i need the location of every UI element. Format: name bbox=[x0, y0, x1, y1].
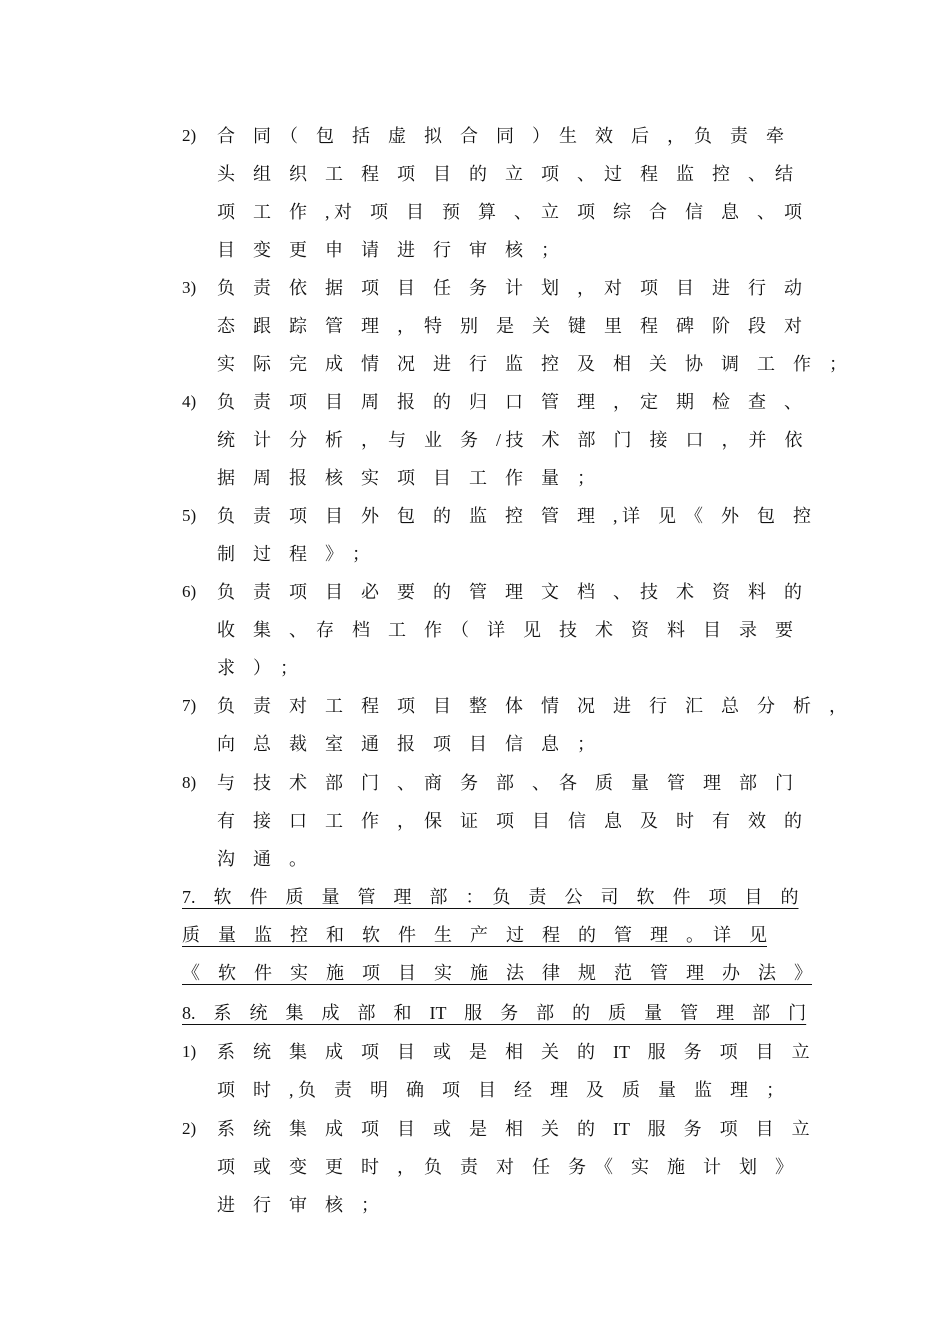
item-line: 目 变 更 申 请 进 行 审 核 ； bbox=[217, 240, 559, 260]
item-line: 求 ） ； bbox=[217, 658, 298, 678]
item-line: 有 接 口 工 作 ， 保 证 项 目 信 息 及 时 有 效 的 bbox=[217, 811, 802, 831]
item-number: 6) bbox=[182, 582, 197, 601]
item-number: 5) bbox=[182, 506, 197, 525]
item-number: 1) bbox=[182, 1042, 197, 1061]
section-line: 7. 软 件 质 量 管 理 部 ： 负 责 公 司 软 件 项 目 的 bbox=[182, 887, 799, 907]
item-line: 负 责 项 目 必 要 的 管 理 文 档 、 技 术 资 料 的 bbox=[217, 582, 802, 602]
item-line: 统 计 分 析 ， 与 业 务 / 技 术 部 门 接 口 ， 并 依 bbox=[217, 430, 803, 450]
item-line: 项 时 , 负 责 明 确 项 目 经 理 及 质 量 监 理 ； bbox=[217, 1080, 784, 1100]
item-number: 8) bbox=[182, 773, 197, 792]
item-line: 沟 通 。 bbox=[217, 849, 307, 869]
item-line: 系 统 集 成 项 目 或 是 相 关 的 IT 服 务 项 目 立 bbox=[217, 1042, 810, 1062]
section-heading-software-qa bbox=[182, 878, 812, 992]
item-line: 负 责 依 据 项 目 任 务 计 划 ， 对 项 目 进 行 动 bbox=[217, 278, 802, 298]
item-line: 制 过 程 》 ； bbox=[217, 544, 370, 564]
section-line: 8. 系 统 集 成 部 和 IT 服 务 部 的 质 量 管 理 部 门 bbox=[182, 1003, 807, 1023]
item-line: 负 责 对 工 程 项 目 整 体 情 况 进 行 汇 总 分 析 ， bbox=[217, 696, 847, 716]
item-number: 3) bbox=[182, 278, 197, 297]
section-heading-system-integration bbox=[182, 994, 807, 1032]
item-number: 2) bbox=[182, 126, 197, 145]
item-number: 2) bbox=[182, 1119, 197, 1138]
item-line: 项 工 作 , 对 项 目 预 算 、 立 项 综 合 信 息 、 项 bbox=[217, 202, 802, 222]
section-line: 质 量 监 控 和 软 件 生 产 过 程 的 管 理 。 详 见 bbox=[182, 925, 767, 945]
item-number: 4) bbox=[182, 392, 197, 411]
section-line: 《 软 件 实 施 项 目 实 施 法 律 规 范 管 理 办 法 》 bbox=[182, 963, 812, 983]
item-line: 收 集 、 存 档 工 作 （ 详 见 技 术 资 料 目 录 要 bbox=[217, 620, 793, 640]
item-line: 项 或 变 更 时 ， 负 责 对 任 务 《 实 施 计 划 》 bbox=[217, 1157, 793, 1177]
item-line: 负 责 项 目 周 报 的 归 口 管 理 ， 定 期 检 查 、 bbox=[217, 392, 802, 412]
item-line: 负 责 项 目 外 包 的 监 控 管 理 , 详 见 《 外 包 控 bbox=[217, 506, 811, 526]
item-line: 实 际 完 成 情 况 进 行 监 控 及 相 关 协 调 工 作 ； bbox=[217, 354, 847, 374]
item-line: 态 跟 踪 管 理 ， 特 别 是 关 键 里 程 碑 阶 段 对 bbox=[217, 316, 802, 336]
item-line: 向 总 裁 室 通 报 项 目 信 息 ； bbox=[217, 734, 595, 754]
item-number: 7) bbox=[182, 696, 197, 715]
item-line: 与 技 术 部 门 、 商 务 部 、 各 质 量 管 理 部 门 bbox=[217, 773, 793, 793]
item-line: 系 统 集 成 项 目 或 是 相 关 的 IT 服 务 项 目 立 bbox=[217, 1119, 810, 1139]
item-line: 头 组 织 工 程 项 目 的 立 项 、 过 程 监 控 、 结 bbox=[217, 164, 793, 184]
item-line: 进 行 审 核 ； bbox=[217, 1195, 379, 1215]
item-line: 合 同 （ 包 括 虚 拟 合 同 ） 生 效 后 ， 负 责 牵 bbox=[217, 126, 784, 146]
item-line: 据 周 报 核 实 项 目 工 作 量 ； bbox=[217, 468, 595, 488]
